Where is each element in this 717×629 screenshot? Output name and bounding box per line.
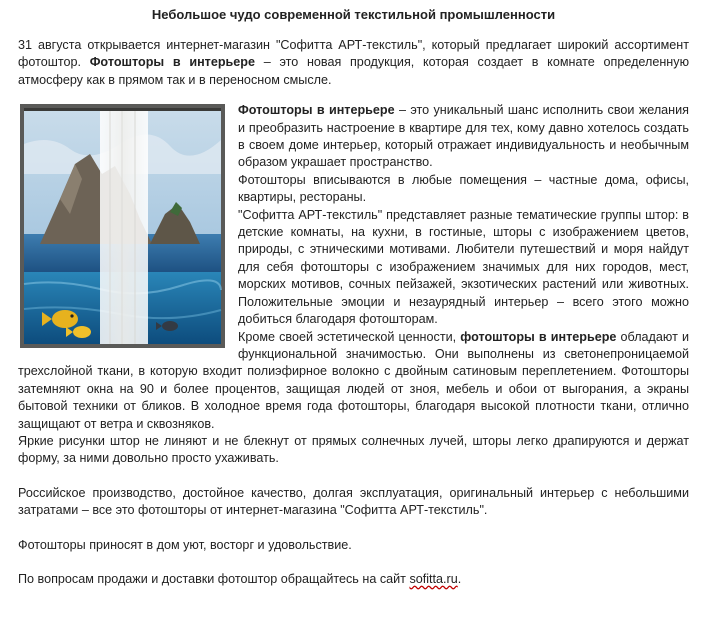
- block8-text-2: .: [457, 571, 462, 586]
- intro-paragraph: [18, 37, 689, 89]
- block5-paragraph: Яркие рисунки штор не линяют и не блекнут от прямых солнечных лучей, шторы легко драпируются и держат форму, за ними довольно просто ухаживать.: [18, 433, 689, 466]
- document: [18, 6, 689, 588]
- block1-text: – это уникальный шанс исполнить свои желания и преобразить настроение в квартире для тех, кому давно хотелось создать в своем доме интерьер, который отражает индивидуальность и необычным образом украшает пространство.: [238, 103, 689, 170]
- block8-paragraph: [18, 571, 689, 588]
- intro-text-2: – это новая продукция, которая создает в комнате определенную атмосферу как в прямом так и в переносном смысле.: [18, 55, 690, 87]
- block4-text-2: обладают и функциональной значимостью. Они выполнены из светонепроницаемой трехслойной ткани, в которую входит полиэфирное волокно с двойным сатиновым переплетением. Фотошторы затемняют окна на 90 и более процентов, защищая людей от зноя, мебель и обои от выгорания, а экраны бытовой техники от бликов. В холодное время года фотошторы, благодаря высокой плотности ткани, отлично защищают от ветра и сквозняков.: [18, 329, 689, 431]
- block1-bold: Фотошторы в интерьере: [238, 103, 395, 118]
- block6-paragraph: Российское производство, достойное качество, долгая эксплуатация, оригинальный интерьер с небольшими затратами – все это фотошторы от интернет-магазина "Софитта АРТ-текстиль".: [18, 485, 689, 518]
- curtain-photo-icon: [20, 104, 225, 348]
- document-title: Небольшое чудо современной текстильной промышленности: [151, 7, 556, 22]
- block2-paragraph: Фотошторы вписываются в любые помещения – частные дома, офисы, квартиры, рестораны.: [238, 172, 689, 205]
- block7-paragraph: Фотошторы приносят в дом уют, восторг и удовольствие.: [18, 537, 352, 552]
- block8-text-1: По вопросам продажи и доставки фотоштор обращайтесь на сайт: [18, 571, 410, 586]
- intro-bold: Фотошторы в интерьере: [89, 55, 255, 70]
- site-link[interactable]: sofitta.ru: [409, 571, 458, 586]
- intro-text-1: 31 августа открывается интернет-магазин "Софитта АРТ-текстиль", который предлагает широкий ассортимент фотоштор.: [18, 38, 689, 70]
- block4-text-1: Кроме своей эстетической ценности,: [238, 329, 461, 344]
- block4-bold: фотошторы в интерьере: [460, 329, 617, 344]
- image-text-block: [18, 102, 689, 433]
- block3-paragraph: "Софитта АРТ-текстиль" представляет разные тематические группы штор: в детские комнаты, на кухни, в гостиные, шторы с изображением цветов, природы, с этническими мотивами. Любители путешествий и моря найдут для себя фотошторы с изображением значимых для них городов, мест, морских мотивов, сочных пейзажей, экзотических растений или животных. Положительные эмоции и незаурядный интерьер – всего этого можно добиться благодаря фотошторам.: [238, 207, 689, 327]
